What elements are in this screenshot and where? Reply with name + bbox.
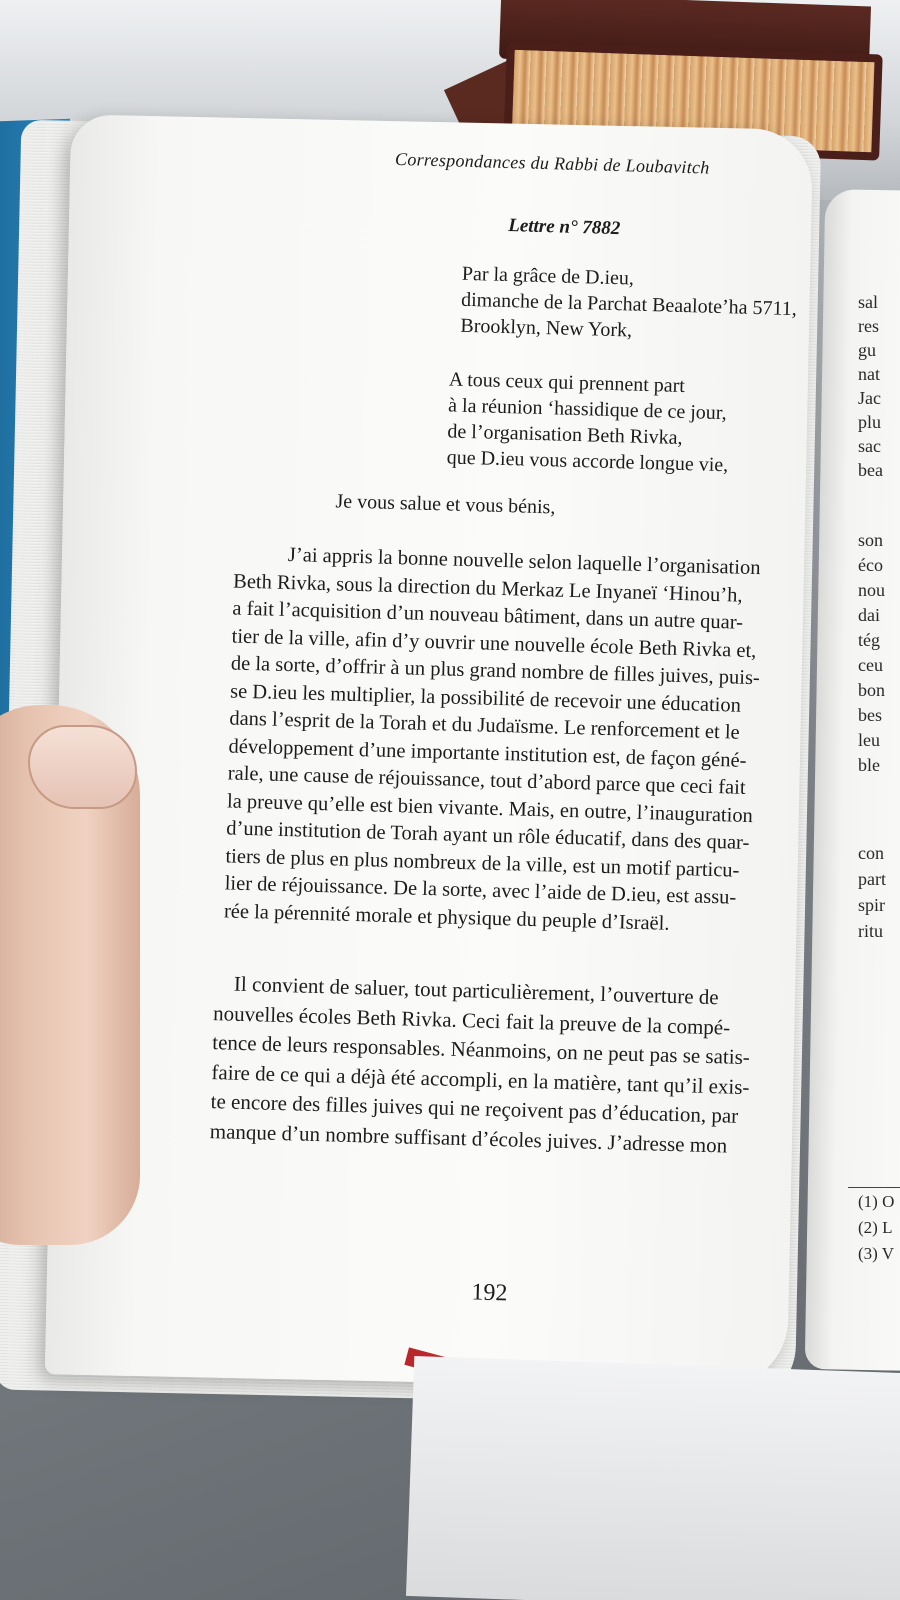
right-page-fragment: tég: [858, 630, 880, 650]
running-header: Correspondances du Rabbi de Loubavitch: [394, 148, 710, 178]
right-page-fragment: ritu: [858, 921, 883, 941]
footnote-fragment: (2) L: [858, 1218, 893, 1237]
right-page-fragment: dai: [858, 605, 880, 625]
right-page-fragment: son: [858, 530, 884, 550]
text-line: de la sorte, d’offrir à un plus grand nombre de filles juives, puis-: [230, 652, 761, 690]
right-page-fragment: nat: [858, 364, 880, 384]
right-page-fragment: ceu: [858, 655, 883, 675]
right-page-fragment: bon: [858, 680, 885, 700]
text-line: d’une institution de Torah ayant un rôle éducatif, dans des quar-: [226, 817, 750, 855]
addressee-line: à la réunion ‘hassidique de ce jour,: [447, 394, 727, 425]
addressee-line: A tous ceux qui prennent part: [448, 368, 686, 398]
text-line: tence de leurs responsables. Néanmoins, on ne peut pas se satis-: [212, 1030, 751, 1070]
dateline: [460, 261, 798, 348]
footnote-fragment: (3) V: [858, 1244, 895, 1263]
right-page-fragment: sal: [858, 292, 878, 312]
right-page-fragment: sac: [858, 436, 881, 456]
right-page-fragment: ble: [858, 755, 880, 775]
right-page-fragment: éco: [858, 555, 883, 575]
right-page-fragment: spir: [858, 895, 885, 915]
text-line: Il convient de saluer, tout particulièrement, l’ouverture de: [233, 971, 720, 1010]
dateline-line: Brooklyn, New York,: [460, 314, 633, 342]
paragraph-2: [209, 969, 784, 1162]
right-page-fragment: res: [858, 316, 879, 336]
dateline-line: Par la grâce de D.ieu,: [461, 262, 635, 290]
addressee-line: que D.ieu vous accorde longue vie,: [446, 446, 729, 477]
text-line: la preuve qu’elle est bien vivante. Mais, en outre, l’inauguration: [226, 789, 754, 827]
text-line: J’ai appris la bonne nouvelle selon laquelle l’organisation: [287, 544, 761, 580]
text-line: Beth Rivka, sous la direction du Merkaz Le Inyaneï ‘Hinou’h,: [232, 570, 743, 607]
right-page-fragment: bea: [858, 460, 883, 480]
text-line: manque d’un nombre suffisant d’écoles juives. J’adresse mon: [209, 1118, 728, 1158]
page-number: 192: [471, 1279, 508, 1307]
right-page-fragment: leu: [858, 730, 880, 750]
text-line: lier de réjouissance. De la sorte, avec l’aide de D.ieu, est assu-: [224, 872, 737, 909]
right-page-fragment: part: [858, 869, 886, 889]
text-line: rale, une cause de réjouissance, tout d’abord parce que ceci fait: [227, 762, 746, 799]
text-line: dans l’esprit de la Torah et du Judaïsme. Le renforcement et le: [229, 707, 740, 744]
greeting: Je vous salue et vous bénis,: [335, 490, 556, 519]
paragraph-1: [224, 541, 795, 941]
text-line: tier de la ville, afin d’y ouvrir une nouvelle école Beth Rivka et,: [231, 624, 757, 662]
right-page-fragment: gu: [858, 340, 876, 360]
right-page-fragment: Jac: [858, 388, 881, 408]
thumbnail-nail: [28, 725, 137, 809]
text-line: se D.ieu les multiplier, la possibilité de recevoir une éducation: [229, 679, 742, 717]
addressee: [446, 366, 730, 478]
paper-below-book: [406, 1356, 900, 1600]
right-page-fragment: nou: [858, 580, 885, 600]
text-line: nouvelles écoles Beth Rivka. Ceci fait la preuve de la compé-: [212, 1000, 731, 1040]
letter-number: Lettre n° 7882: [507, 215, 621, 240]
addressee-line: de l’organisation Beth Rivka,: [447, 420, 683, 449]
footnote-fragment: (1) O: [858, 1192, 895, 1211]
right-page-fragment: con: [858, 843, 884, 863]
dateline-line: dimanche de la Parchat Beaalote’ha 5711,: [460, 288, 798, 321]
text-line: te encore des filles juives qui ne reçoivent pas d’éducation, par: [210, 1089, 739, 1128]
text-line: tiers de plus en plus nombreux de la ville, est un motif particu-: [225, 844, 740, 882]
right-page-fragment: plu: [858, 412, 882, 432]
right-page-fragment: bes: [858, 705, 882, 725]
text-line: développement d’une importante institution est, de façon géné-: [228, 734, 747, 772]
text-line: a fait l’acquisition d’un nouveau bâtiment, dans un autre quar-: [232, 597, 744, 634]
text-line: faire de ce qui a déjà été accompli, en la matière, tant qu’il exis-: [211, 1059, 750, 1099]
text-line: rée la pérennité morale et physique du peuple d’Israël.: [223, 899, 670, 935]
